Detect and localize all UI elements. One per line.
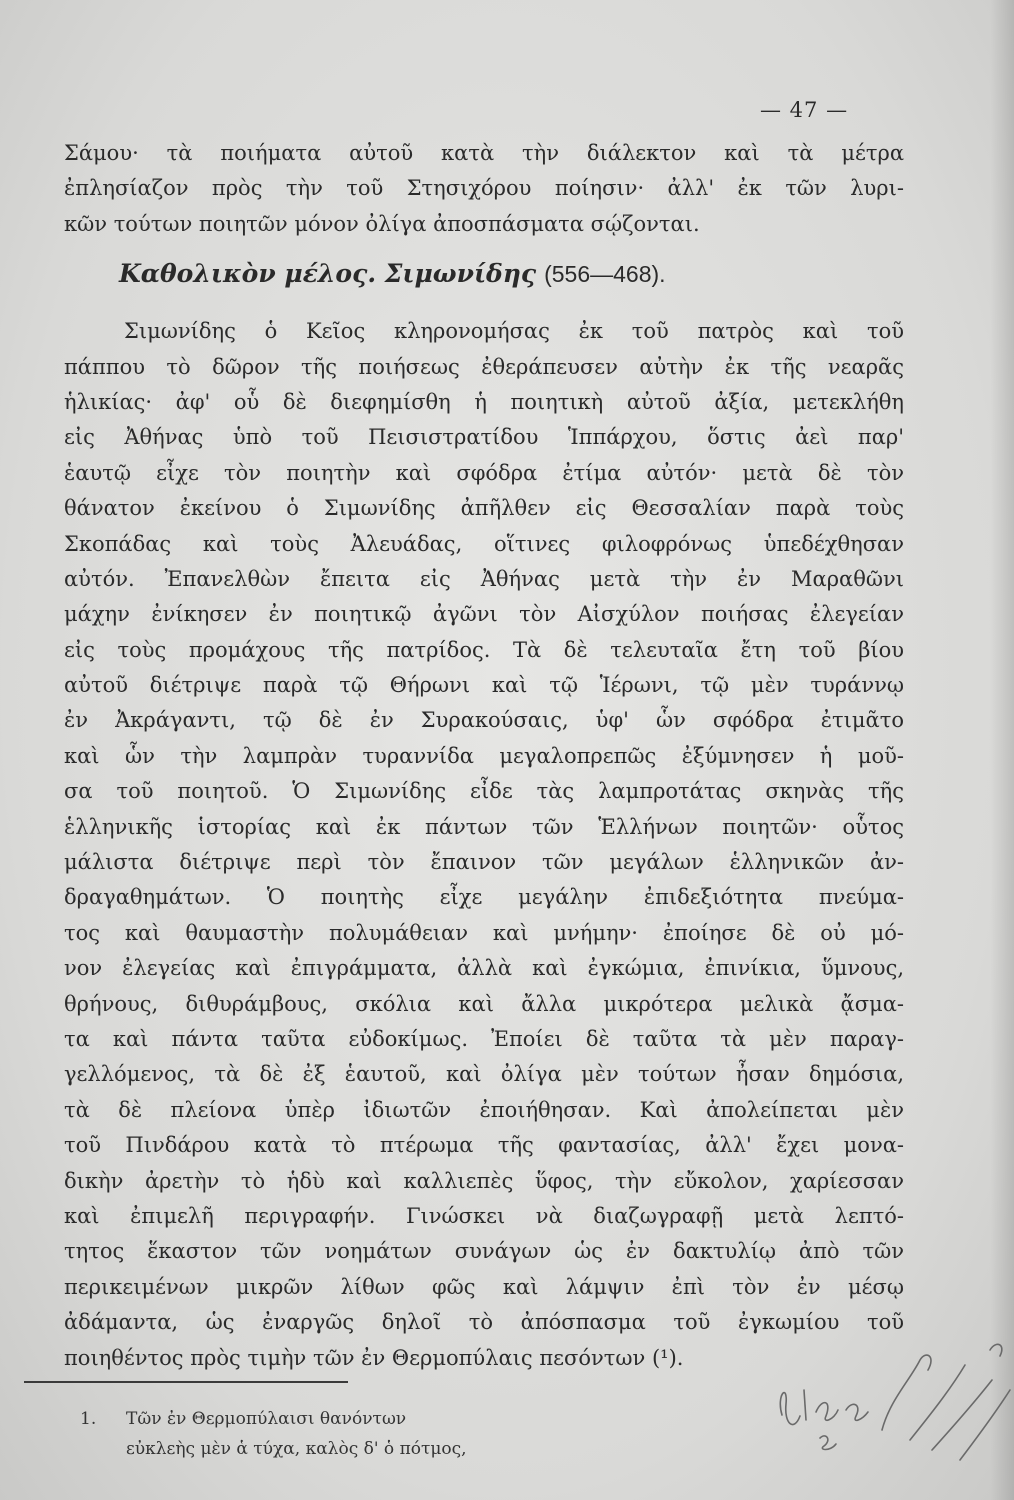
paragraph-line: μάλιστα διέτριψε περὶ τὸν ἔπαινον τῶν μεγάλων ἑλληνικῶν ἀν- bbox=[64, 850, 904, 875]
paragraph-line: τα καὶ πάντα ταῦτα εὐδοκίμως. Ἐποίει δὲ ταῦτα τὰ μὲν παραγ- bbox=[64, 1026, 904, 1051]
paragraph-line: καὶ ἐπιμελῆ περιγραφήν. Γινώσκει νὰ διαζωγραφῇ μετὰ λεπτό- bbox=[64, 1203, 904, 1228]
footnote-line: εὐκλεὴς μὲν ἁ τύχα, καλὸς δ' ὁ πότμος, bbox=[126, 1439, 467, 1459]
paragraph-line: εἰς τοὺς προμάχους τῆς πατρίδος. Τὰ δὲ τελευταῖα ἔτη τοῦ βίου bbox=[64, 637, 904, 662]
intro-line: ἐπλησίαζον πρὸς τὴν τοῦ Στησιχόρου ποίησιν· ἀλλ' ἐκ τῶν λυρι- bbox=[64, 176, 904, 201]
paragraph-line: αὐτόν. Ἐπανελθὼν ἔπειτα εἰς Ἀθήνας μετὰ τὴν ἐν Μαραθῶνι bbox=[64, 566, 904, 591]
paragraph-line: τος καὶ θαυμαστὴν πολυμάθειαν καὶ μνήμην· ἐποίησε δὲ οὐ μό- bbox=[64, 920, 904, 945]
footnote-text: Τῶν ἐν Θερμοπύλαισι θανόντων bbox=[126, 1409, 407, 1429]
paragraph-line: μάχην ἐνίκησεν ἐν ποιητικῷ ἀγῶνι τὸν Αἰσχύλον ποιήσας ἐλεγείαν bbox=[64, 602, 904, 627]
paragraph-line: σα τοῦ ποιητοῦ. Ὁ Σιμωνίδης εἶδε τὰς λαμπροτάτας σκηνὰς τῆς bbox=[64, 779, 904, 804]
paragraph-line: Σιμωνίδης ὁ Κεῖος κληρονομήσας ἐκ τοῦ πατρὸς καὶ τοῦ bbox=[124, 319, 904, 344]
paragraph-line: πάππου τὸ δῶρον τῆς ποιήσεως ἐθεράπευσεν αὐτὴν ἐκ τῆς νεαρᾶς bbox=[64, 354, 904, 379]
paragraph-line: ἡλικίας· ἀφ' οὗ δὲ διεφημίσθη ἡ ποιητικὴ αὐτοῦ ἀξία, μετεκλήθη bbox=[64, 389, 904, 414]
main-paragraph bbox=[64, 314, 904, 1376]
section-heading-dates: (556—468). bbox=[544, 261, 666, 288]
paragraph-line: θρήνους, διθυράμβους, σκόλια καὶ ἄλλα μικρότερα μελικὰ ᾄσμα- bbox=[64, 991, 904, 1016]
footnote-number: 1. bbox=[80, 1409, 97, 1429]
footnote bbox=[80, 1404, 640, 1464]
page-edge-shadow bbox=[990, 0, 1014, 1500]
footnote-line bbox=[80, 1404, 640, 1434]
paragraph-line: αὐτοῦ διέτριψε παρὰ τῷ Θήρωνι καὶ τῷ Ἱέρωνι, τῷ μὲν τυράννῳ bbox=[64, 673, 904, 698]
paragraph-line: τοῦ Πινδάρου κατὰ τὸ πτέρωμα τῆς φαντασίας, ἀλλ' ἔχει μονα- bbox=[64, 1133, 904, 1158]
paragraph-line: εἰς Ἀθήνας ὑπὸ τοῦ Πεισιστρατίδου Ἱππάρχου, ὅστις ἀεὶ παρ' bbox=[64, 425, 904, 450]
paragraph-line: δραγαθημάτων. Ὁ ποιητὴς εἶχε μεγάλην ἐπιδεξιότητα πνεύμα- bbox=[64, 885, 904, 910]
paragraph-line: περικειμένων μικρῶν λίθων φῶς καὶ λάμψιν ἐπὶ τὸν ἐν μέσῳ bbox=[64, 1274, 904, 1299]
page-number: — 47 — bbox=[760, 98, 849, 122]
paragraph-line: ἐν Ἀκράγαντι, τῷ δὲ ἐν Συρακούσαις, ὑφ' ὧν σφόδρα ἐτιμᾶτο bbox=[64, 708, 904, 733]
section-heading bbox=[64, 242, 904, 314]
section-heading-title: Καθολικὸν μέλος. Σιμωνίδης bbox=[119, 259, 537, 289]
paragraph-line: ἑαυτῷ εἶχε τὸν ποιητὴν καὶ σφόδρα ἐτίμα αὐτόν· μετὰ δὲ τὸν bbox=[64, 460, 904, 485]
paragraph-line: τὰ δὲ πλείονα ὑπὲρ ἰδιωτῶν ἐποιήθησαν. Καὶ ἀπολείπεται μὲν bbox=[64, 1097, 904, 1122]
body-text bbox=[64, 136, 904, 1376]
paragraph-line: τητος ἕκαστον τῶν νοημάτων συνάγων ὡς ἐν δακτυλίῳ ἀπὸ τῶν bbox=[64, 1239, 904, 1264]
paragraph-line: γελλόμενος, τὰ δὲ ἐξ ἑαυτοῦ, καὶ ὀλίγα μὲν τούτων ἦσαν δημόσια, bbox=[64, 1062, 904, 1087]
paragraph-line: ποιηθέντος πρὸς τιμὴν τῶν ἐν Θερμοπύλαις πεσόντων (¹). bbox=[64, 1345, 684, 1370]
footnote-rule bbox=[24, 1381, 348, 1383]
paragraph-line: θάνατον ἐκείνου ὁ Σιμωνίδης ἀπῆλθεν εἰς Θεσσαλίαν παρὰ τοὺς bbox=[64, 496, 904, 521]
paragraph-line: Σκοπάδας καὶ τοὺς Ἀλευάδας, οἵτινες φιλοφρόνως ὑπεδέχθησαν bbox=[64, 531, 904, 556]
paragraph-line: καὶ ὧν τὴν λαμπρὰν τυραννίδα μεγαλοπρεπῶς ἐξύμνησεν ἡ μοῦ- bbox=[64, 743, 904, 768]
paragraph-line: ἀδάμαντα, ὡς ἐναργῶς δηλοῖ τὸ ἀπόσπασμα τοῦ ἐγκωμίου τοῦ bbox=[64, 1310, 904, 1335]
intro-line: Σάμου· τὰ ποιήματα αὐτοῦ κατὰ τὴν διάλεκτον καὶ τὰ μέτρα bbox=[64, 141, 904, 165]
paragraph-line: ἑλληνικῆς ἱστορίας καὶ ἐκ πάντων τῶν Ἑλλήνων ποιητῶν· οὗτος bbox=[64, 814, 904, 839]
intro-line: κῶν τούτων ποιητῶν μόνον ὀλίγα ἀποσπάσματα σῴζονται. bbox=[64, 211, 700, 236]
handwritten-margin-note bbox=[760, 1320, 1014, 1470]
paragraph-line: νον ἐλεγείας καὶ ἐπιγράμματα, ἀλλὰ καὶ ἐγκώμια, ἐπινίκια, ὕμνους, bbox=[64, 956, 904, 981]
paragraph-line: δικὴν ἀρετὴν τὸ ἡδὺ καὶ καλλιεπὲς ὕφος, τὴν εὔκολον, χαρίεσσαν bbox=[64, 1168, 904, 1193]
